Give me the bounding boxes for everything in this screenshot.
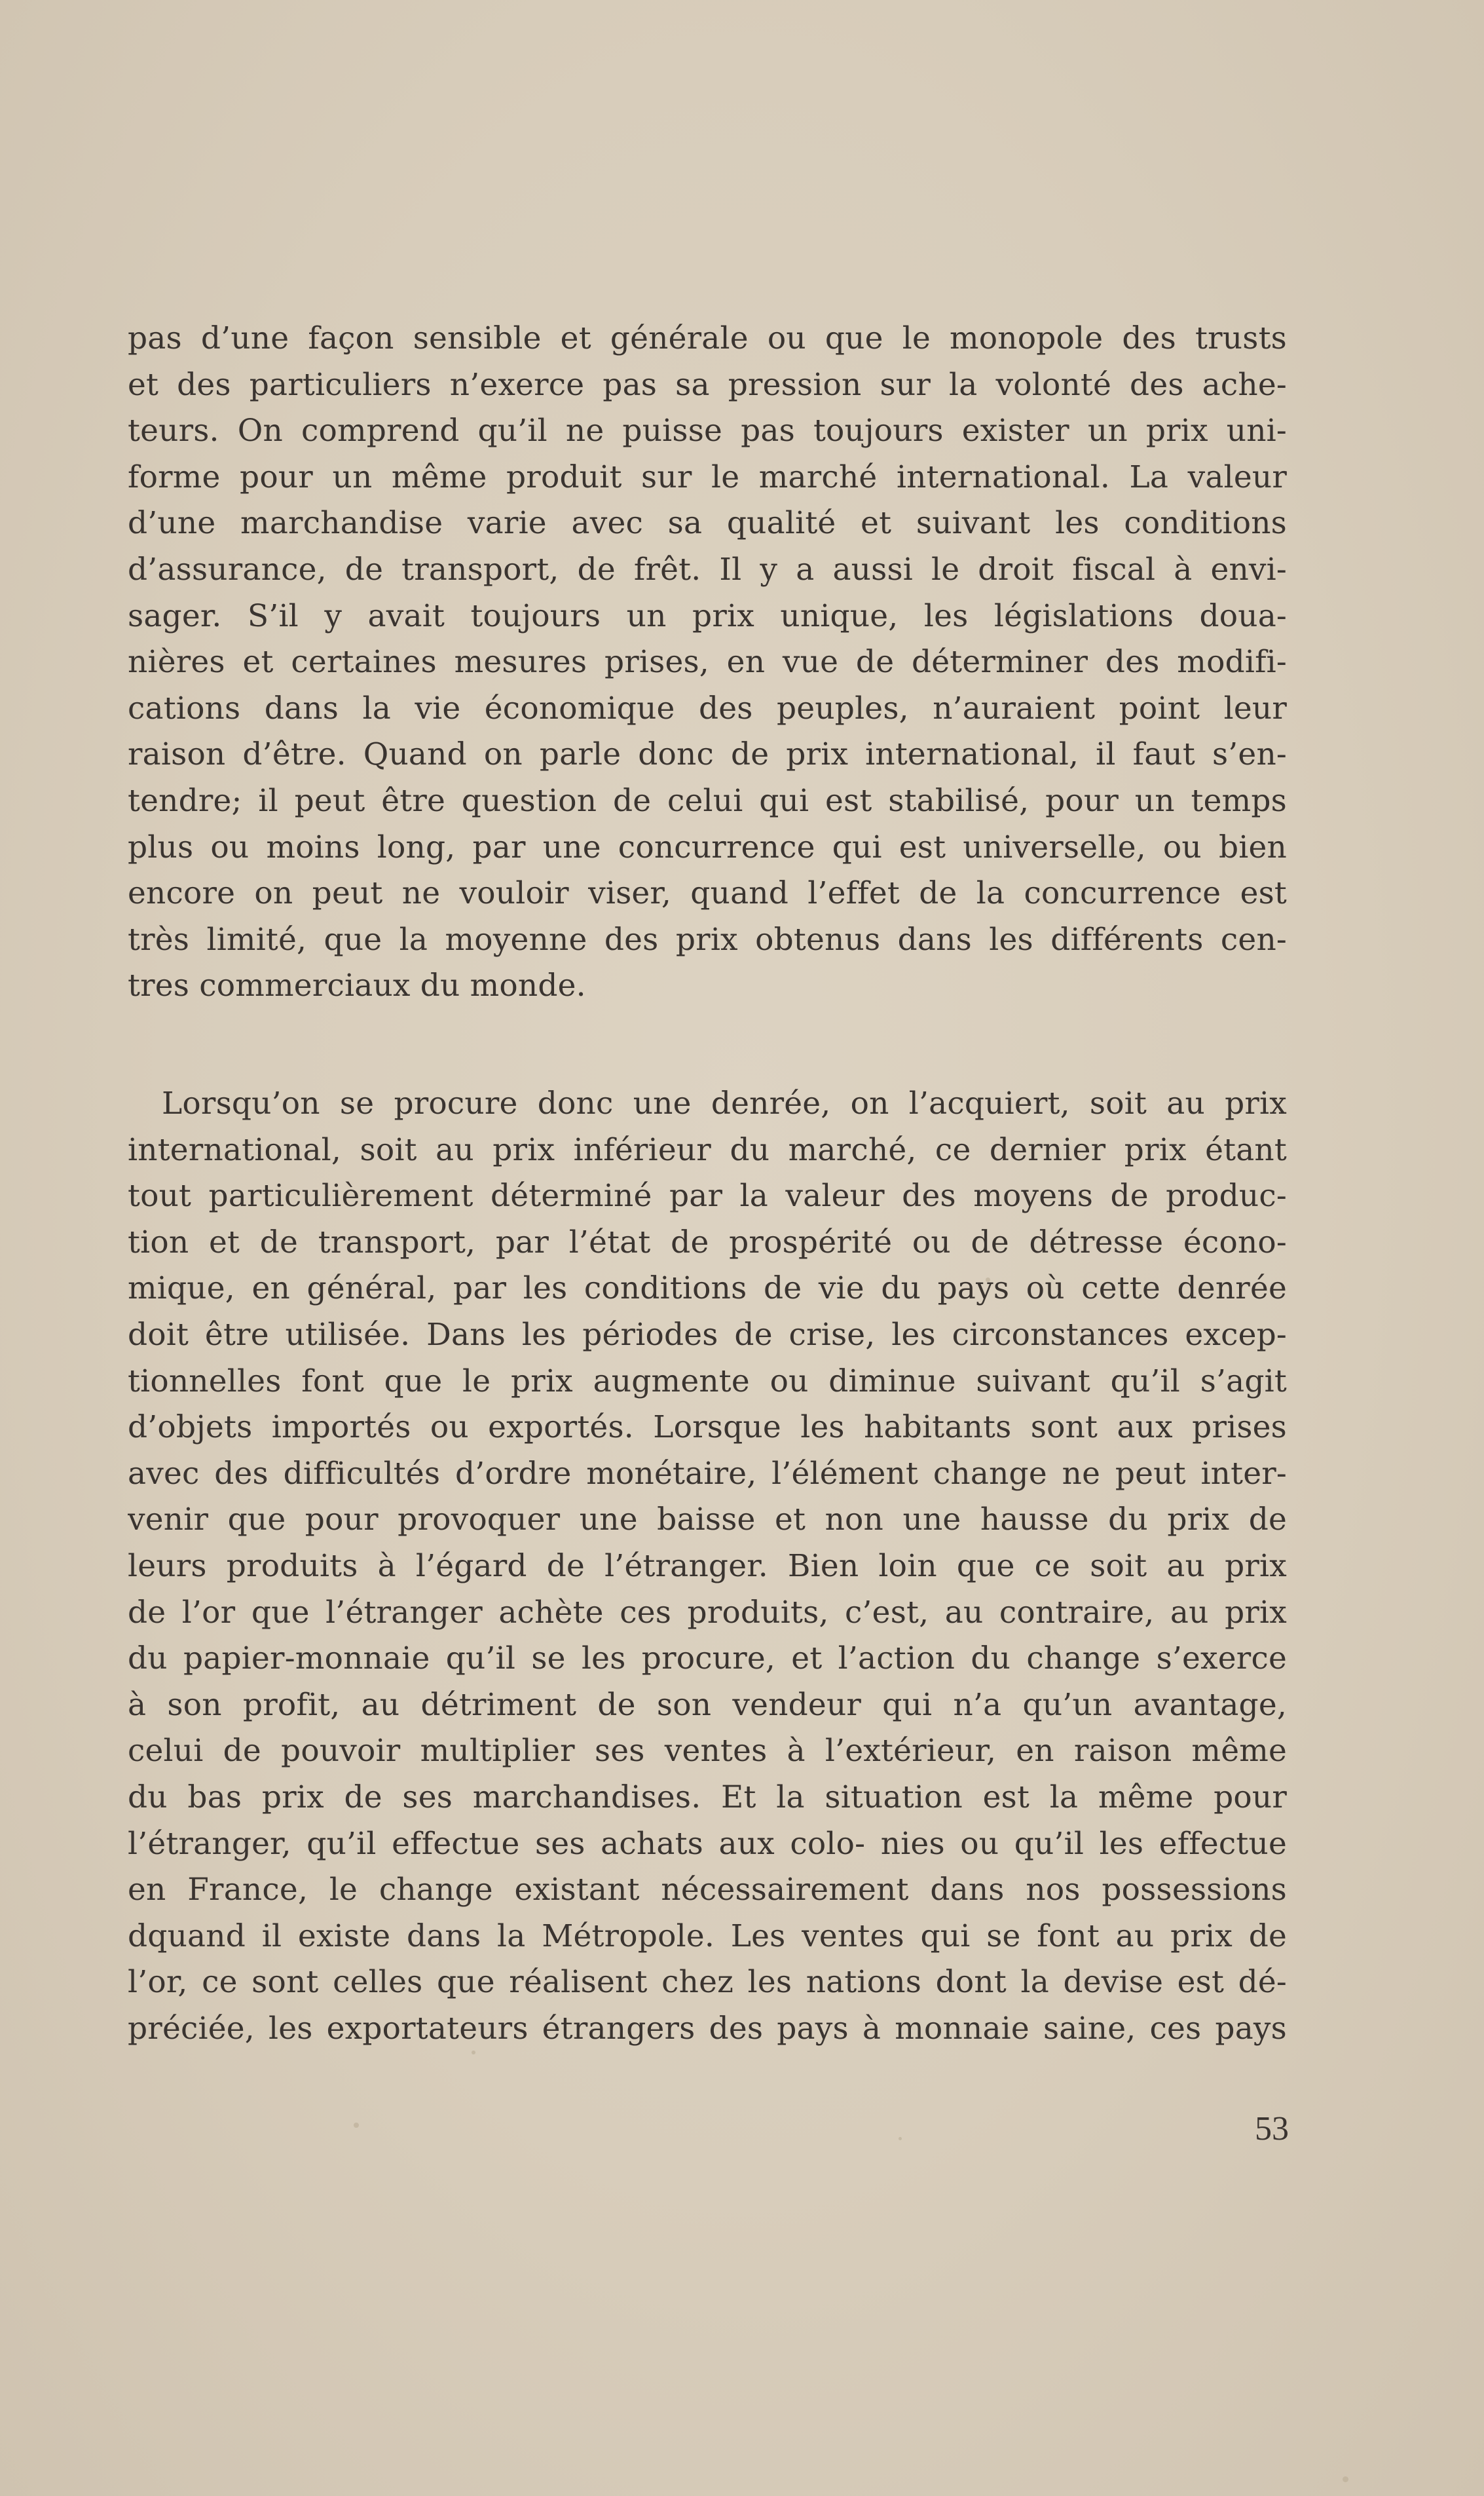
paragraph-1-line: teurs. On comprend qu’il ne puisse pas toujours exister un prix uni- (128, 413, 1287, 449)
paragraph-2-line: tion et de transport, par l’état de prospérité ou de détresse écono- (128, 1224, 1287, 1260)
paragraph-2-line: de l’or que l’étranger achète ces produits, c’est, au contraire, au prix (128, 1594, 1287, 1631)
paragraph-2-line: leurs produits à l’égard de l’étranger. Bien loin que ce soit au prix (128, 1547, 1287, 1584)
paragraph-2-line: tionnelles font que le prix augmente ou diminue suivant qu’il s’agit (128, 1363, 1287, 1399)
paragraph-1-line: d’une marchandise varie avec sa qualité et suivant les conditions (128, 505, 1287, 542)
paragraph-2-line: du papier-monnaie qu’il se les procure, et l’action du change s’exerce (128, 1640, 1287, 1677)
paper-speck (899, 2137, 902, 2140)
paragraph-2-line: du bas prix de ses marchandises. Et la situation est la même pour (128, 1779, 1287, 1815)
paragraph-2 (128, 1081, 1287, 2052)
paragraph-2-line: avec des difficultés d’ordre monétaire, l’élément change ne peut inter- (128, 1455, 1287, 1492)
paragraph-1-line: raison d’être. Quand on parle donc de prix international, il faut s’en- (128, 736, 1287, 773)
paragraph-2-line: mique, en général, par les conditions de vie du pays où cette denrée (128, 1270, 1287, 1307)
paragraph-1-line: tendre; il peut être question de celui qui est stabilisé, pour un temps (128, 782, 1287, 819)
paragraph-2-line: celui de pouvoir multiplier ses ventes à l’extérieur, en raison même (128, 1733, 1287, 1769)
paragraph-1-line: plus ou moins long, par une concurrence qui est universelle, ou bien (128, 829, 1287, 865)
paragraph-2-line: à son profit, au détriment de son vendeur qui n’a qu’un avantage, (128, 1686, 1287, 1723)
paragraph-2-line: d’objets importés ou exportés. Lorsque les habitants sont aux prises (128, 1409, 1287, 1446)
paragraph-2-line: Lorsqu’on se procure donc une denrée, on l’acquiert, soit au prix (162, 1086, 1287, 1122)
paragraph-1-line: encore on peut ne vouloir viser, quand l’effet de la concurrence est (128, 875, 1287, 912)
paragraph-1-line: forme pour un même produit sur le marché international. La valeur (128, 459, 1287, 495)
paragraph-2-line: international, soit au prix inférieur du marché, ce dernier prix étant (128, 1131, 1287, 1168)
paragraph-1-line: et des particuliers n’exerce pas sa pression sur la volonté des ache- (128, 366, 1287, 403)
paragraph-1-line: cations dans la vie économique des peuples, n’auraient point leur (128, 690, 1287, 727)
page-number: 53 (1255, 2110, 1289, 2147)
paper-speck (1343, 2476, 1348, 2482)
paragraph-2-line: doit être utilisée. Dans les périodes de crise, les circonstances excep- (128, 1316, 1287, 1353)
paragraph-1-line: d’assurance, de transport, de frêt. Il y a aussi le droit fiscal à envi- (128, 551, 1287, 588)
paragraph-1-line: tres commerciaux du monde. (128, 968, 586, 1004)
paper-speck (354, 2123, 359, 2128)
paragraph-2-line: venir que pour provoquer une baisse et non une hausse du prix de (128, 1502, 1287, 1538)
paragraph-2-line: dquand il existe dans la Métropole. Les ventes qui se font au prix de (128, 1918, 1287, 1954)
paragraph-1-line: pas d’une façon sensible et générale ou que le monopole des trusts (128, 320, 1287, 356)
paragraph-2-line: l’or, ce sont celles que réalisent chez les nations dont la devise est dé- (128, 1964, 1287, 2001)
paragraph-1-line: sager. S’il y avait toujours un prix unique, les législations doua- (128, 597, 1287, 634)
paragraph-2-line: l’étranger, qu’il effectue ses achats aux colo- nies ou qu’il les effectue (128, 1825, 1287, 1862)
paragraph-1-line: nières et certaines mesures prises, en vue de déterminer des modifi- (128, 644, 1287, 681)
paragraph-2-line: en France, le change existant nécessairement dans nos possessions (128, 1872, 1287, 1908)
paragraph-2-line: préciée, les exportateurs étrangers des pays à monnaie saine, ces pays (128, 2010, 1287, 2047)
paragraph-1 (128, 316, 1287, 1010)
paragraph-1-line: très limité, que la moyenne des prix obtenus dans les différents cen- (128, 921, 1287, 958)
paragraph-2-line: tout particulièrement déterminé par la valeur des moyens de produc- (128, 1178, 1287, 1215)
